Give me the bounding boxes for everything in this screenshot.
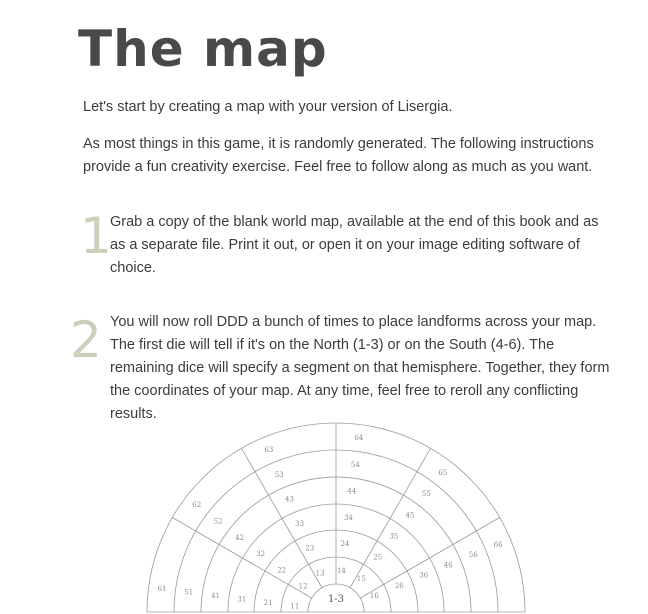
map-segment-label: 41 (211, 592, 221, 601)
step-2-text: You will now roll DDD a bunch of times to place landforms across your map. The first die will tell if it's on the North (1-3) or on the South (4-6). The remaining dice will specify a segment on that hemisphere. Together, they form the coordinates of your map. At any time, feel free to reroll any conflicting results. (110, 314, 610, 422)
map-segment-label: 34 (343, 513, 353, 522)
map-segment-label: 62 (192, 501, 202, 510)
map-segment-label: 65 (438, 468, 448, 477)
map-segment-label: 46 (443, 561, 453, 570)
step-1-number: 1 (80, 207, 112, 265)
map-segment-label: 66 (493, 540, 503, 549)
map-segment-label: 15 (356, 575, 366, 584)
map-segment-label: 43 (285, 495, 294, 504)
map-segment-label: 35 (389, 532, 399, 541)
page-title: The map (78, 20, 328, 78)
map-segment-label: 61 (157, 585, 167, 594)
map-segment-label: 51 (184, 588, 194, 597)
map-segment-label: 33 (295, 520, 305, 529)
map-segment-label: 31 (237, 595, 247, 604)
map-segment-label: 54 (350, 460, 360, 469)
map-segment-label: 26 (394, 581, 404, 590)
map-segment-label: 44 (347, 487, 357, 496)
map-segment-label: 23 (305, 544, 315, 553)
step-2-number: 2 (70, 311, 102, 369)
map-segment-label: 55 (421, 490, 431, 499)
map-divider (350, 448, 431, 587)
map-segment-label: 53 (274, 470, 284, 479)
map-segment-label: 25 (373, 553, 383, 562)
map-segment-label: 64 (354, 434, 364, 443)
map-segment-label: 11 (290, 602, 300, 611)
map-segment-label: 45 (405, 511, 415, 520)
map-segment-label: 21 (263, 599, 273, 608)
map-center-label: 1-3 (327, 594, 345, 605)
map-divider (172, 518, 311, 599)
map-segment-label: 12 (298, 582, 308, 591)
map-segment-label: 16 (369, 592, 379, 601)
intro-paragraph-2: As most things in this game, it is randomly generated. The following instructions provide a fun creativity exercise. Feel free to follow along as much as you want. (83, 136, 594, 175)
map-segment-label: 24 (340, 540, 350, 549)
map-segment-label: 32 (256, 550, 266, 559)
map-segment-label: 36 (419, 571, 429, 580)
map-segment-label: 14 (336, 566, 346, 575)
intro-paragraph: Let's start by creating a map with your version of Lisergia. (83, 99, 453, 115)
step-1-text: Grab a copy of the blank world map, available at the end of this book and as as a separate file. Print it out, or open it on your image editing software of choice. (110, 214, 599, 276)
map-segment-label: 56 (468, 551, 478, 560)
map-segment-label: 13 (315, 569, 325, 578)
map-segment-label: 52 (213, 517, 223, 526)
map-segment-label: 22 (277, 566, 287, 575)
map-segment-label: 63 (264, 445, 274, 454)
map-segment-label: 42 (235, 534, 245, 543)
